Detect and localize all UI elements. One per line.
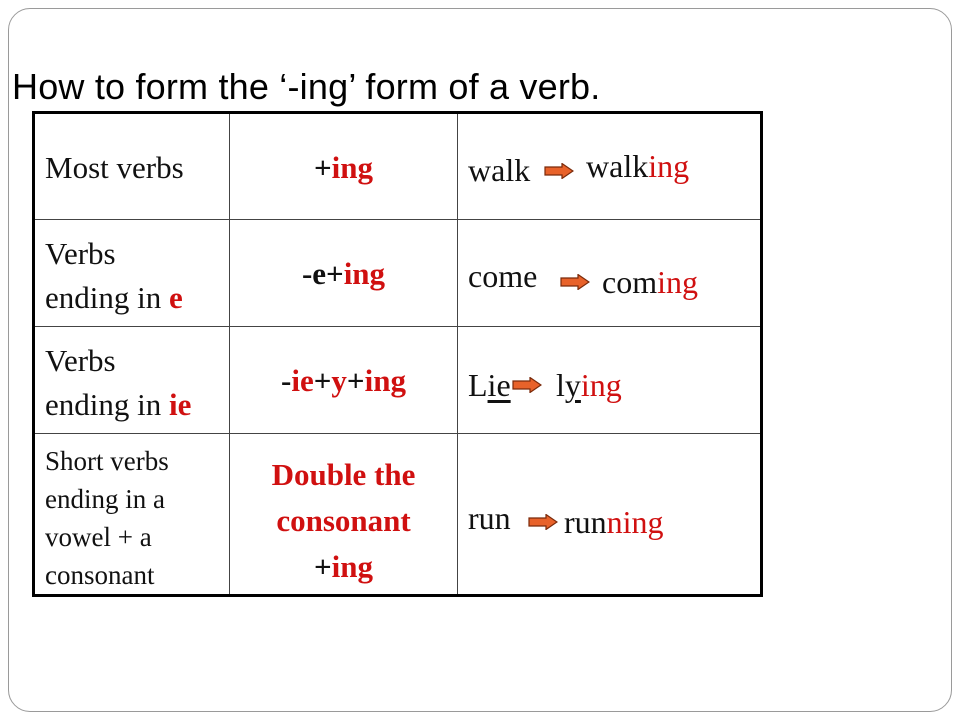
rule-text: -e+ing — [301, 256, 386, 291]
ing-form: running — [564, 504, 664, 540]
rule-cell — [230, 113, 458, 220]
table-row — [34, 113, 762, 220]
table-row — [34, 434, 762, 596]
ing-form: walking — [586, 148, 690, 184]
example-cell — [458, 220, 762, 327]
right-arrow-icon — [560, 274, 590, 290]
base-verb: walk — [468, 152, 531, 188]
rule-cell — [230, 220, 458, 327]
example-cell — [458, 327, 762, 434]
ing-form: coming — [602, 264, 698, 300]
rule-text: Double the consonant +ing — [271, 457, 416, 584]
category-label: Verbs ending in ie — [45, 343, 192, 422]
example-cell — [458, 113, 762, 220]
ing-form: lying — [556, 367, 622, 403]
category-label: Short verbs ending in a vowel + a consonant — [45, 446, 169, 590]
base-verb: come — [468, 258, 538, 294]
right-arrow-icon — [528, 514, 558, 530]
category-cell — [34, 327, 230, 434]
category-cell — [34, 113, 230, 220]
base-verb: Lie — [468, 367, 511, 403]
example-cell — [458, 434, 762, 596]
category-label: Verbs ending in e — [45, 236, 183, 315]
right-arrow-icon — [544, 163, 574, 179]
rule-cell — [230, 327, 458, 434]
category-cell — [34, 434, 230, 596]
rule-text: +ing — [313, 150, 374, 185]
category-cell — [34, 220, 230, 327]
ing-rules-table — [32, 111, 763, 597]
rule-text: -ie+y+ing — [281, 363, 406, 398]
category-label: Most verbs — [45, 150, 184, 185]
base-verb: run — [468, 500, 511, 536]
rule-cell — [230, 434, 458, 596]
right-arrow-icon — [512, 377, 542, 393]
table-row — [34, 327, 762, 434]
table-row — [34, 220, 762, 327]
page-title: How to form the ‘-ing’ form of a verb. — [12, 66, 601, 107]
